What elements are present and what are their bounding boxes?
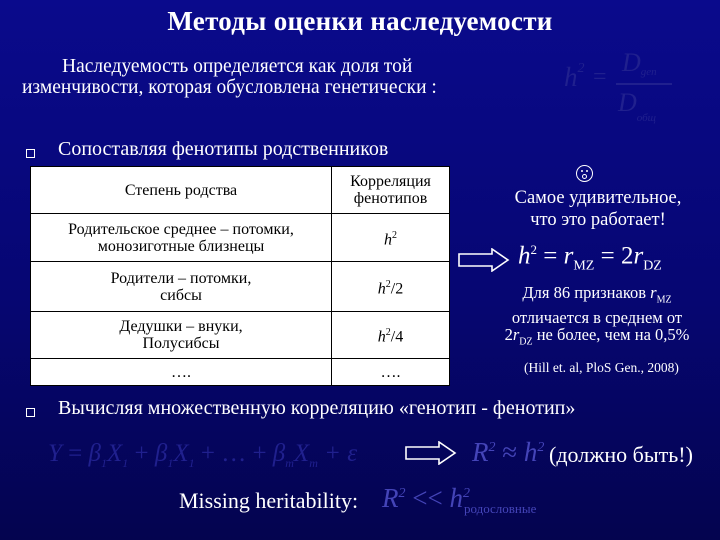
note-text: 2 — [504, 325, 513, 345]
surprise-text — [478, 187, 718, 231]
missing-h: h — [449, 483, 463, 513]
formula-equals: = — [593, 64, 607, 90]
formula-h-sup: 2 — [577, 61, 585, 76]
smiley-icon — [576, 165, 593, 182]
intro-line-2: изменчивости, которая обусловлена генетически : — [22, 77, 437, 98]
reg-plus: + — [128, 440, 155, 467]
reg-b1-sub: 1 — [100, 456, 107, 470]
reg-dots: + … + — [194, 440, 273, 467]
table-row — [31, 262, 450, 312]
table-header-correlation — [332, 167, 450, 214]
table-row — [31, 359, 450, 386]
table-header-correlation-line1: Корреляция — [350, 173, 431, 190]
corr-sup: 2 — [392, 229, 397, 241]
reg-bm-sub: m — [285, 456, 294, 470]
corr-base: h — [377, 280, 386, 298]
relation-line2: Полусибсы — [142, 335, 220, 352]
eq-r-dz-sub: DZ — [643, 258, 662, 274]
corr-tail: /2 — [390, 280, 404, 298]
reg-y: Y — [48, 440, 62, 467]
smiley-eye-left — [581, 170, 583, 172]
page-title: Методы оценки наследуемости — [167, 6, 553, 36]
relation-line1: …. — [171, 363, 191, 381]
formula-denominator — [618, 88, 656, 125]
twins-equation — [518, 242, 662, 274]
note-sub: DZ — [519, 336, 533, 348]
eq-equals: = — [537, 242, 564, 270]
table-header-relation: Степень родства — [31, 167, 332, 214]
reg-b1: β — [88, 440, 101, 467]
eq-equals-2: = 2 — [594, 242, 634, 270]
formula-denominator-sub: общ — [636, 112, 656, 125]
table-cell-correlation — [332, 262, 450, 312]
citation: (Hill et. al, PloS Gen., 2008) — [524, 360, 679, 375]
reg-x1-sub: 1 — [122, 456, 129, 470]
reg-xm: X — [293, 440, 310, 467]
note-text: не более, чем на 0,5% — [532, 325, 690, 345]
table-header-row — [31, 167, 450, 214]
reg-x2: X — [173, 440, 189, 467]
table-cell-correlation — [332, 312, 450, 359]
eq-r-mz: r — [563, 242, 574, 270]
relation-line2: сибсы — [160, 286, 202, 304]
corr-base: h — [384, 231, 392, 249]
reg-b2-sub: 1 — [167, 456, 174, 470]
formula-h2 — [564, 62, 585, 93]
formula-numerator — [622, 48, 657, 80]
smiley-eye-right — [586, 170, 588, 172]
r2-h: h — [523, 437, 538, 467]
eq-h: h — [518, 242, 531, 270]
missing-h-sup: 2 — [462, 486, 470, 501]
arrow-right-icon — [458, 248, 510, 272]
surprise-line-2: что это работает! — [530, 210, 666, 230]
table-row — [31, 312, 450, 359]
traits-note-line-1 — [474, 284, 720, 309]
formula-numerator-sub: gen — [640, 66, 657, 79]
missing-heritability-label: Missing heritability: — [179, 488, 359, 513]
eq-h-sup: 2 — [530, 242, 537, 257]
reg-b2: β — [154, 440, 168, 467]
bullet-square-icon — [26, 408, 35, 417]
missing-ll: << — [405, 483, 450, 513]
table-row — [31, 214, 450, 262]
should-be-note: (должно быть!) — [549, 442, 693, 467]
r2-approx: ≈ — [495, 437, 524, 467]
corr-base: h — [377, 328, 386, 346]
missing-r-sup: 2 — [398, 486, 406, 501]
smiley-mouth — [582, 174, 587, 179]
formula-denominator-letter: D — [618, 88, 637, 117]
corr-sup: 2 — [385, 327, 391, 339]
table-cell-correlation — [332, 214, 450, 262]
r2-approx-h2 — [472, 437, 544, 468]
note-sub: MZ — [656, 294, 672, 306]
note-r: r — [650, 283, 657, 302]
eq-r-mz-sub: MZ — [573, 258, 595, 274]
table-header-correlation-line2: фенотипов — [353, 190, 428, 207]
traits-note — [474, 284, 720, 351]
r2-sup: 2 — [488, 440, 496, 455]
traits-note-line-3 — [474, 326, 720, 351]
reg-x1: X — [106, 440, 123, 467]
formula-h-letter: h — [564, 62, 578, 92]
missing-heritability-formula — [382, 483, 536, 517]
reg-xm-sub: m — [309, 456, 318, 470]
relation-line1: Родительское среднее – потомки, — [68, 220, 294, 238]
correlation-table — [30, 166, 450, 386]
arrow-right-icon — [405, 441, 457, 465]
surprise-line-1: Самое удивительное, — [514, 188, 682, 208]
table-cell-relation — [31, 359, 332, 386]
note-r: r — [512, 325, 520, 345]
relation-line1: Дедушки – внуки, — [119, 318, 243, 335]
table-cell-relation — [31, 214, 332, 262]
note-text: Для 86 признаков — [522, 283, 651, 302]
regression-equation — [48, 440, 357, 471]
corr-tail: /4 — [390, 328, 404, 346]
missing-h-sub: родословные — [463, 501, 537, 517]
bullet-square-icon — [26, 149, 35, 158]
formula-numerator-letter: D — [622, 48, 641, 77]
missing-r: R — [382, 483, 399, 513]
table-cell-correlation — [332, 359, 450, 386]
bullet-1-text: Сопоставляя фенотипы родственников — [58, 138, 389, 160]
table-cell-relation — [31, 312, 332, 359]
reg-eps: + ε — [317, 440, 358, 467]
r2-h-sup: 2 — [537, 440, 545, 455]
eq-r-dz: r — [633, 242, 644, 270]
bullet-2-text: Вычисляя множественную корреляцию «генотип - фенотип» — [58, 397, 576, 419]
traits-note-line-2: отличается в среднем от — [511, 307, 683, 327]
r2-r: R — [472, 437, 489, 467]
reg-bm: β — [272, 440, 286, 467]
relation-line1: Родители – потомки, — [110, 269, 252, 287]
reg-eq: = — [61, 440, 89, 467]
reg-x2-sub: 1 — [188, 456, 195, 470]
formula-fraction-bar — [616, 83, 672, 85]
relation-line2: монозиготные близнецы — [97, 237, 265, 255]
intro-line-1: Наследуемость определяется как доля той — [62, 56, 413, 77]
corr-base: …. — [380, 363, 401, 381]
corr-sup: 2 — [385, 278, 391, 290]
table-cell-relation — [31, 262, 332, 312]
